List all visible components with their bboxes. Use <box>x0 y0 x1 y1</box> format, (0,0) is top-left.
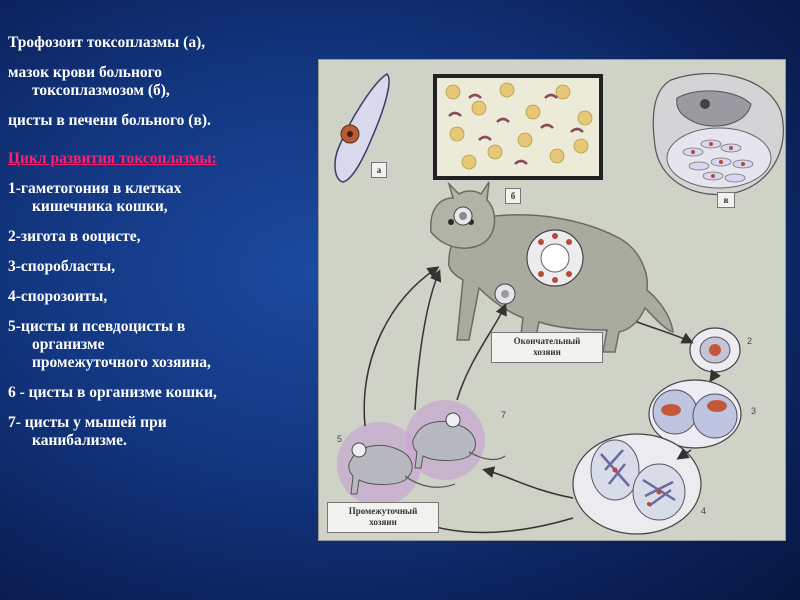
cycle-item-7-text: 7- цисты у мышей при <box>8 414 167 431</box>
sporocyst-sporozoites-image <box>573 434 701 534</box>
definitive-host-label <box>491 332 603 363</box>
liver-cyst-image <box>653 74 783 195</box>
cycle-item-5 <box>8 318 313 372</box>
caption-blood-smear-line1: мазок крови больного <box>8 64 163 81</box>
caption-blood-smear <box>8 64 313 100</box>
stage-number-4: 4 <box>701 506 707 516</box>
intermediate-host-line2: хозяин <box>369 517 397 527</box>
stage-number-7: 7 <box>501 410 507 420</box>
cycle-item-1-text: 1-гаметогония в клетках <box>8 180 182 197</box>
mice-intermediate-host-illustration <box>337 400 505 506</box>
label-b: б <box>505 188 521 204</box>
cycle-item-1 <box>8 180 313 216</box>
stage-number-5: 5 <box>337 434 343 444</box>
definitive-host-line1: Окончательный <box>513 336 581 346</box>
life-cycle-illustration <box>319 60 785 540</box>
intermediate-host-label <box>327 502 439 533</box>
caption-blood-smear-line2: токсоплазмозом (б), <box>32 82 170 99</box>
cycle-item-1-cont: кишечника кошки, <box>32 198 168 215</box>
label-a: а <box>371 162 387 178</box>
caption-text-panel <box>8 34 313 462</box>
stage-number-2: 2 <box>747 336 753 346</box>
caption-trophozoite: Трофозоит токсоплазмы (а), <box>8 34 206 51</box>
stage-number-3: 3 <box>751 406 757 416</box>
intermediate-host-line1: Промежуточный <box>348 506 418 516</box>
cycle-item-5-cont-1: организме <box>32 336 105 353</box>
blood-smear-image <box>435 76 601 178</box>
cycle-item-6: 6 - цисты в организме кошки, <box>8 384 217 401</box>
life-cycle-figure <box>318 59 786 541</box>
cycle-item-7 <box>8 414 313 450</box>
definitive-host-line2: хозяин <box>533 347 561 357</box>
cat-illustration <box>431 182 673 352</box>
cycle-item-7-cont: канибализме. <box>32 432 127 449</box>
oocyst-zygote-image <box>690 328 740 372</box>
cycle-item-4: 4-спорозоиты, <box>8 288 108 305</box>
cycle-heading: Цикл развития токсоплазмы: <box>8 150 217 167</box>
label-v: в <box>717 192 735 208</box>
cycle-item-2: 2-зигота в ооцисте, <box>8 228 141 245</box>
cycle-item-5-cont-2: промежуточного хозяина, <box>32 354 211 371</box>
cycle-item-5-text: 5-цисты и псевдоцисты в <box>8 318 186 335</box>
cycle-item-3: 3-споробласты, <box>8 258 116 275</box>
caption-liver-cysts: цисты в печени больного (в). <box>8 112 211 129</box>
